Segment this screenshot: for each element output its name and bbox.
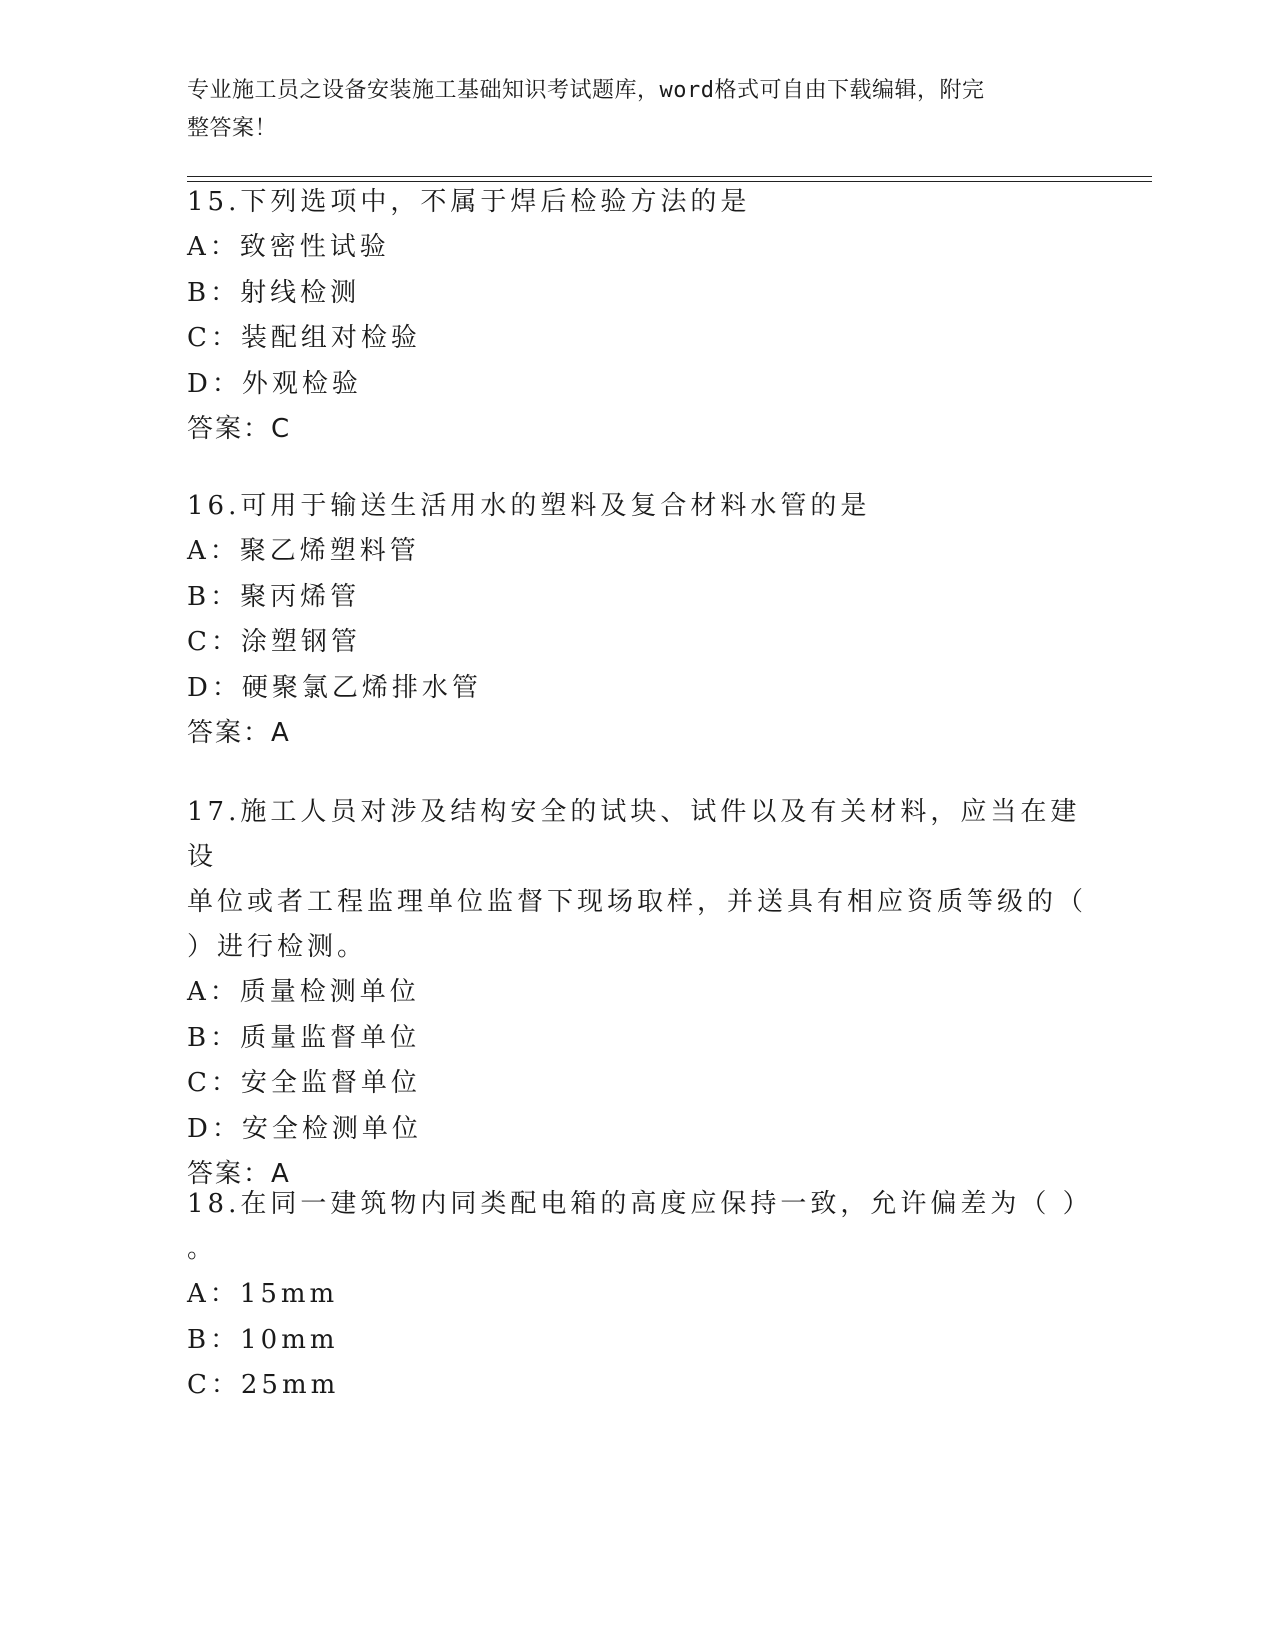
option-a: A：聚乙烯塑料管	[187, 536, 420, 566]
option-b: B：10mm	[187, 1324, 339, 1355]
option-b: B：聚丙烯管	[187, 581, 361, 612]
question-stem-line-1: 18.在同一建筑物内同类配电箱的高度应保持一致，允许偏差为（ ）	[187, 1189, 1093, 1219]
header-divider-top	[187, 176, 1152, 177]
option-c: C：涂塑钢管	[187, 627, 361, 657]
question-17	[187, 790, 1087, 1197]
option-b: B：质量监督单位	[187, 1022, 421, 1053]
option-c: C：装配组对检验	[187, 323, 421, 353]
answer: 答案：A	[187, 718, 291, 748]
question-stem: 16.可用于输送生活用水的塑料及复合材料水管的是	[187, 491, 871, 521]
option-b: B：射线检测	[187, 277, 361, 308]
answer: 答案：A	[187, 1159, 291, 1189]
option-a: A：质量检测单位	[187, 977, 420, 1007]
option-c: C：25mm	[187, 1370, 340, 1400]
option-d: D：硬聚氯乙烯排水管	[187, 672, 482, 703]
answer: 答案：C	[187, 414, 292, 444]
option-a: A：15mm	[187, 1279, 339, 1309]
option-c: C：安全监督单位	[187, 1068, 421, 1098]
question-stem-line-1: 17.施工人员对涉及结构安全的试块、试件以及有关材料，应当在建设	[187, 797, 1081, 872]
option-a: A：致密性试验	[187, 232, 390, 262]
option-d: D：安全检测单位	[187, 1113, 422, 1144]
document-header	[187, 72, 1067, 148]
question-stem-line-2: 单位或者工程监理单位监督下现场取样，并送具有相应资质等级的（	[187, 887, 1088, 917]
question-16	[187, 484, 1087, 756]
question-stem-line-3: ）进行检测。	[187, 932, 368, 962]
header-title-line-2: 整答案！	[187, 116, 278, 141]
question-15	[187, 180, 1087, 452]
question-stem: 15.下列选项中，不属于焊后检验方法的是	[187, 187, 751, 217]
question-stem-line-2: 。	[187, 1234, 218, 1264]
question-18	[187, 1182, 1093, 1409]
header-title-line-1: 专业施工员之设备安装施工基础知识考试题库，word格式可自由下载编辑，附完	[187, 78, 985, 103]
option-d: D：外观检验	[187, 368, 362, 399]
